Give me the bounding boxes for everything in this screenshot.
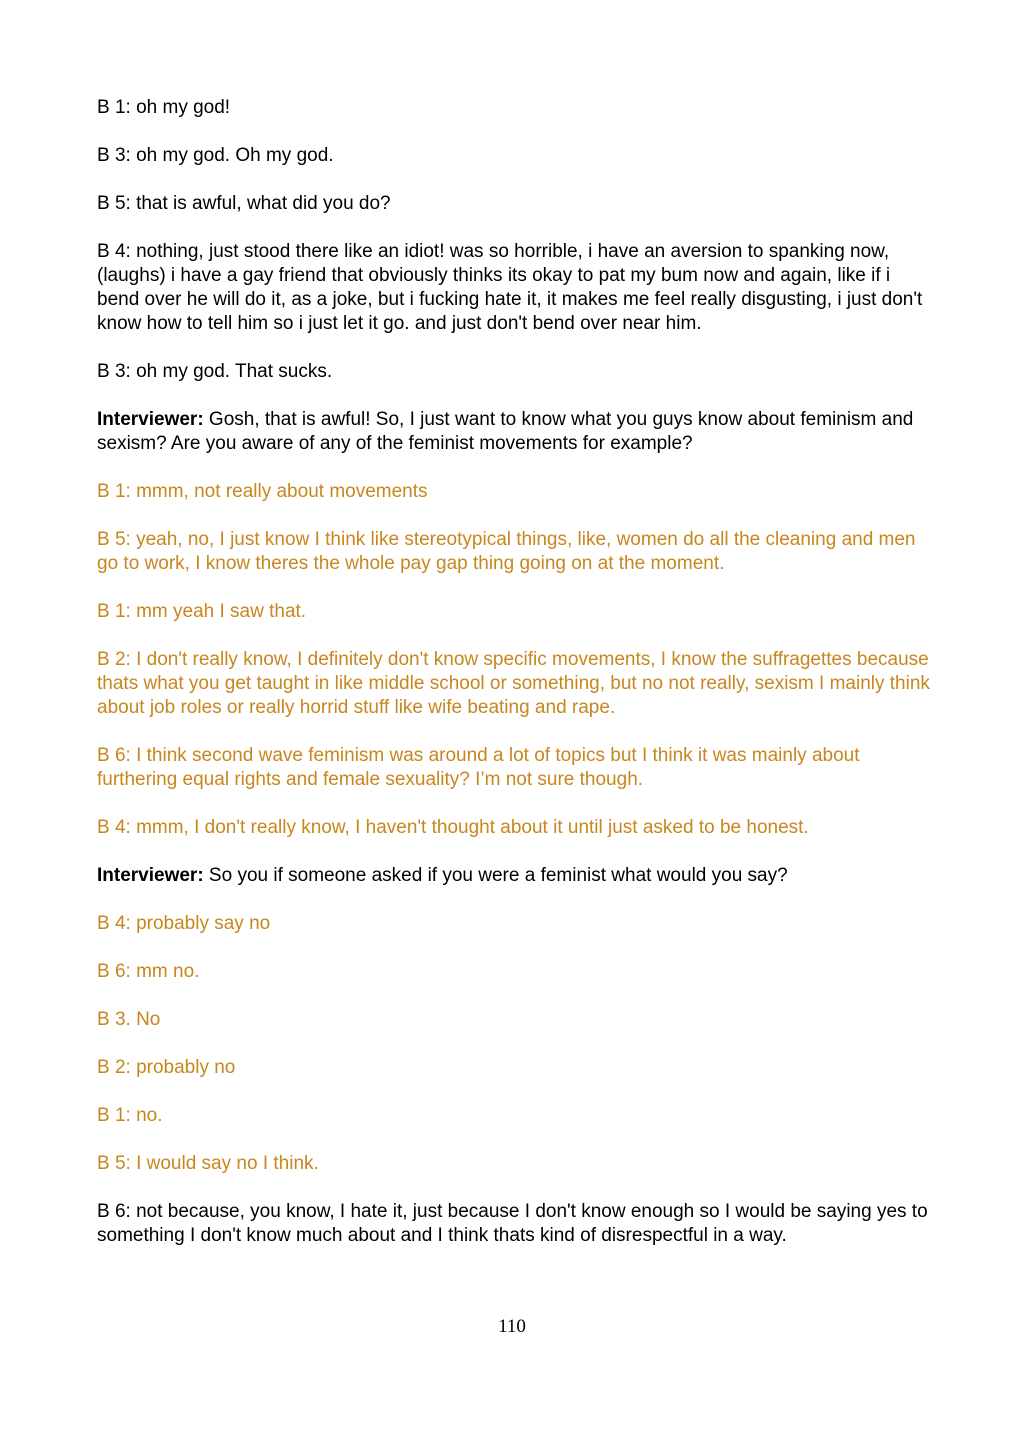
- transcript-paragraph: [97, 648, 932, 720]
- paragraph-text: B 3. No: [97, 1009, 161, 1030]
- paragraph-text: B 4: nothing, just stood there like an idiot! was so horrible, i have an aversion to spanking now, (laughs) i have a gay friend that obviously thinks its okay to pat my bum now and again, like if i bend over he will do it, as a joke, but i fucking hate it, it makes me feel really disgusting, i just don't know how to tell him so i just let it go. and just don't bend over near him.: [97, 241, 923, 334]
- paragraph-text: B 1: no.: [97, 1105, 163, 1126]
- transcript-paragraph: [97, 1152, 932, 1176]
- paragraph-text: B 2: probably no: [97, 1057, 236, 1078]
- transcript-paragraph: [97, 1104, 932, 1128]
- transcript-paragraph: [97, 360, 932, 384]
- transcript-paragraph: [97, 480, 932, 504]
- transcript-paragraph: [97, 96, 932, 120]
- paragraph-text: So you if someone asked if you were a feminist what would you say?: [203, 865, 788, 886]
- page-number: 110: [498, 1316, 526, 1337]
- paragraph-text: B 2: I don't really know, I definitely don't know specific movements, I know the suffragettes because thats what you get taught in like middle school or something, but no not really, sexism I mainly think about job roles or really horrid stuff like wife beating and rape.: [97, 649, 930, 718]
- transcript-paragraph: [97, 1008, 932, 1032]
- paragraph-text: B 3: oh my god. Oh my god.: [97, 145, 334, 166]
- interviewer-paragraph: [97, 864, 932, 888]
- paragraph-text: Gosh, that is awful! So, I just want to know what you guys know about feminism and sexism? Are you aware of any of the feminist movements for example?: [97, 409, 914, 454]
- paragraph-text: B 5: I would say no I think.: [97, 1153, 319, 1174]
- paragraph-text: B 3: oh my god. That sucks.: [97, 361, 333, 382]
- interviewer-paragraph: [97, 408, 932, 456]
- paragraph-text: B 4: mmm, I don't really know, I haven't thought about it until just asked to be honest.: [97, 817, 809, 838]
- transcript-paragraph: [97, 600, 932, 624]
- transcript-paragraph: [97, 1056, 932, 1080]
- transcript-paragraph: [97, 1200, 932, 1248]
- speaker-label: Interviewer:: [97, 409, 204, 430]
- transcript-paragraph: [97, 528, 932, 576]
- transcript-paragraph: [97, 240, 932, 336]
- paragraph-text: B 1: oh my god!: [97, 97, 231, 118]
- transcript-body: [97, 96, 932, 1248]
- transcript-page: [97, 96, 932, 1272]
- paragraph-text: B 6: not because, you know, I hate it, just because I don't know enough so I would be saying yes to something I don't know much about and I think thats kind of disrespectful in a way.: [97, 1201, 928, 1246]
- transcript-paragraph: [97, 744, 932, 792]
- transcript-paragraph: [97, 912, 932, 936]
- paragraph-text: B 5: yeah, no, I just know I think like stereotypical things, like, women do all the cleaning and men go to work, I know theres the whole pay gap thing going on at the moment.: [97, 529, 916, 574]
- paragraph-text: B 1: mm yeah I saw that.: [97, 601, 307, 622]
- transcript-paragraph: [97, 816, 932, 840]
- paragraph-text: B 5: that is awful, what did you do?: [97, 193, 391, 214]
- paragraph-text: B 6: I think second wave feminism was around a lot of topics but I think it was mainly about furthering equal rights and female sexuality? I’m not sure though.: [97, 745, 860, 790]
- paragraph-text: B 1: mmm, not really about movements: [97, 481, 428, 502]
- speaker-label: Interviewer:: [97, 865, 204, 886]
- transcript-paragraph: [97, 192, 932, 216]
- paragraph-text: B 6: mm no.: [97, 961, 200, 982]
- transcript-paragraph: [97, 960, 932, 984]
- paragraph-text: B 4: probably say no: [97, 913, 271, 934]
- transcript-paragraph: [97, 144, 932, 168]
